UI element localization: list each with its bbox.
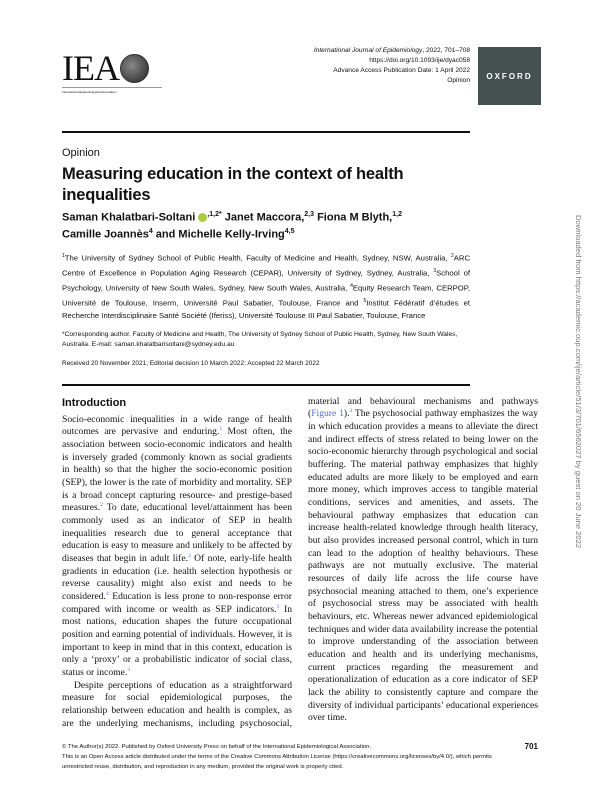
citation[interactable]: 3 [127,666,131,673]
citation[interactable]: 3 [276,603,280,610]
citation[interactable]: 3 [187,552,191,559]
page-number: 701 [524,742,538,752]
article-page [62,0,538,792]
author-affiliation-sup: 4,5 [284,227,295,235]
citation[interactable]: 1 [219,426,223,433]
author-name[interactable]: Fiona M Blyth, [314,211,393,224]
article-title: Measuring education in the context of health inequalities [62,165,404,204]
received-dates: Received 20 November 2021; Editorial decision 10 March 2022; Accepted 22 March 2022 [62,359,320,367]
affiliation: Equity Research Team, CERPOP, Université de Toulouse, Inserm, Université Paul Sabatier, Toulouse, France and [62,283,471,308]
section-label: Opinion [447,77,470,84]
text: To date, educational level/attainment has been commonly used as an indicator of SEP in health inequalities research due to general acceptance that education is easy to measure and unlikely to be affected by diseases that begin in adult life. [62,502,292,564]
author-affiliation-sup: 2,3 [304,211,315,218]
paragraph [62,414,292,680]
page-footer [62,742,538,772]
journal-details: , 2022, 701–708 [422,47,470,54]
text: Education is less prone to non-response error compared with income or wealth as SEP indicators. [62,590,292,615]
text: Despite perceptions of education as a straightforward measure for social epidemiological purposes, the relationship between education and health is complex, as are the underlying mechanisms, including psychosocial, material and behavioural mechanisms and pathways ( [62,395,538,729]
logo-subtitle: International Epidemiological Association [62,87,162,94]
orcid-icon[interactable] [198,213,207,222]
article-body [62,396,538,730]
text: In most nations, education shapes the future occupational position and earning potential of individuals. However, it is important to keep in mind that in this context, education is only a ‘proxy’ or a probabilistic indicator of social class, status or income. [62,603,292,678]
author-affiliation-sup: 4 [148,227,153,235]
publication-date: Advance Access Publication Date: 1 April 2022 [333,67,470,74]
download-note: Downloaded from https://academic.oup.com/ije/article/51/3/701/6562027 by guest on 20 June 2022 [574,215,583,549]
text: ). [343,408,350,420]
logo-text: IEA [62,48,119,88]
affiliation-number: 1 [62,253,65,260]
text: Most often, the association between socio-economic indicators and health is inversely graded (commonly known as social gradients in health) so that the higher the socio-economic position (SEP), the lower is the rate of morbidity and mortality. SEP is a broad concept capturing resource- and prestige-based measures. [62,426,292,514]
journal-name: International Journal of Epidemiology [313,47,423,54]
body-divider [62,384,470,386]
author-name[interactable]: Camille Joannès [62,228,149,241]
affiliations [62,250,470,322]
affiliation-number: 5 [363,298,367,305]
doi-link[interactable]: https://doi.org/10.1093/ije/dyac058 [369,57,470,64]
affiliation: Institut Fédératif d’études et Recherche Interdisciplinaire Santé Société (Iferiss), Université Toulouse III Paul Sabatier, Toulouse, France [62,298,470,321]
author-name[interactable]: Saman Khalatbari-Soltani [62,211,196,224]
author-affiliation-sup: 1,2 [392,211,402,218]
affiliation-number: 4 [350,283,353,290]
author-list [62,208,482,241]
figure-link[interactable]: Figure 1 [311,408,344,420]
author-name[interactable]: Janet Maccora, [221,211,305,224]
author-affiliation-sup: ,1,2* [207,211,222,218]
section-heading: Introduction [62,396,127,409]
corresponding-author: *Corresponding author. Faculty of Medicine and Health, The University of Sydney School of Public Health, Sydney, New South Wales, Australia. E-mail: saman.khalatbarisoltani@sydney.edu.au [62,330,458,349]
author-name[interactable]: and Michelle Kelly-Irving [152,228,285,241]
affiliation-number: 3 [433,268,437,275]
copyright: © The Author(s) 2022. Published by Oxford University Press on behalf of the International Epidemiological Association. [62,744,372,751]
text: The psychosocial pathway emphasizes the way in which education provides a means to alleviate the direct and indirect effects of stress related to being lower on the socio-economic hierarchy through psychological and social buffering. The material pathway emphasizes that highly educated adults are more likely to be employed and earn more money, which improves access to tangible material conditions, services and amenities, and assets. The behavioural pathway emphasizes that education can increase health-related knowledge through health literacy, but also provides increased personal control, which in turn can lead to the adoption of healthy behaviours. These pathways are not mutually exclusive. The material resources of daily life across the life course have psychosocial meaning attached to them, one’s experience of psychosocial stress may be associated with health behaviours, etc. Whereas newer advanced epidemiological techniques and wider data availability increase the potential to improve understanding of the association between education and health and its underlying mechanisms, current practices regarding the measurement and operationalization of education as a core indicator of SEP lack the ability to consistently capture and compare the diversity of individual participants’ educational experiences over time. [308,408,538,724]
affiliation: School of Psychology, University of New South Wales, Sydney, New South Wales, Australia, [62,268,470,293]
header-divider [62,131,470,133]
citation[interactable]: 3 [349,408,353,415]
article-kind: Opinion [62,147,100,159]
citation[interactable]: 2 [100,502,103,509]
oxford-logo: OXFORD [478,47,541,105]
text: Of note, early-life health gradients in education (i.e. health selection hypothesis or reverse causality) might also exist and needs to be considered. [62,553,292,602]
affiliation-number: 2 [450,253,454,260]
affiliation: ARC Centre of Excellence in Population Aging Research (CEPAR), University of Sydney, Sydney, Australia, [62,253,470,278]
text: Socio-economic inequalities in a wide range of health outcomes are pervasive and enduring. [62,413,292,438]
citation[interactable]: 4 [105,590,109,597]
license: This is an Open Access article distributed under the terms of the Creative Commons Attribution License (https://creativecommons.org/licenses/by/4.0/), which permits unrestricted reuse, distribution, and reproduction in any medium, provided the original work is properly cited. [62,754,492,771]
affiliation: The University of Sydney School of Public Health, Faculty of Medicine and Health, Sydney, NSW, Australia, [64,253,451,263]
